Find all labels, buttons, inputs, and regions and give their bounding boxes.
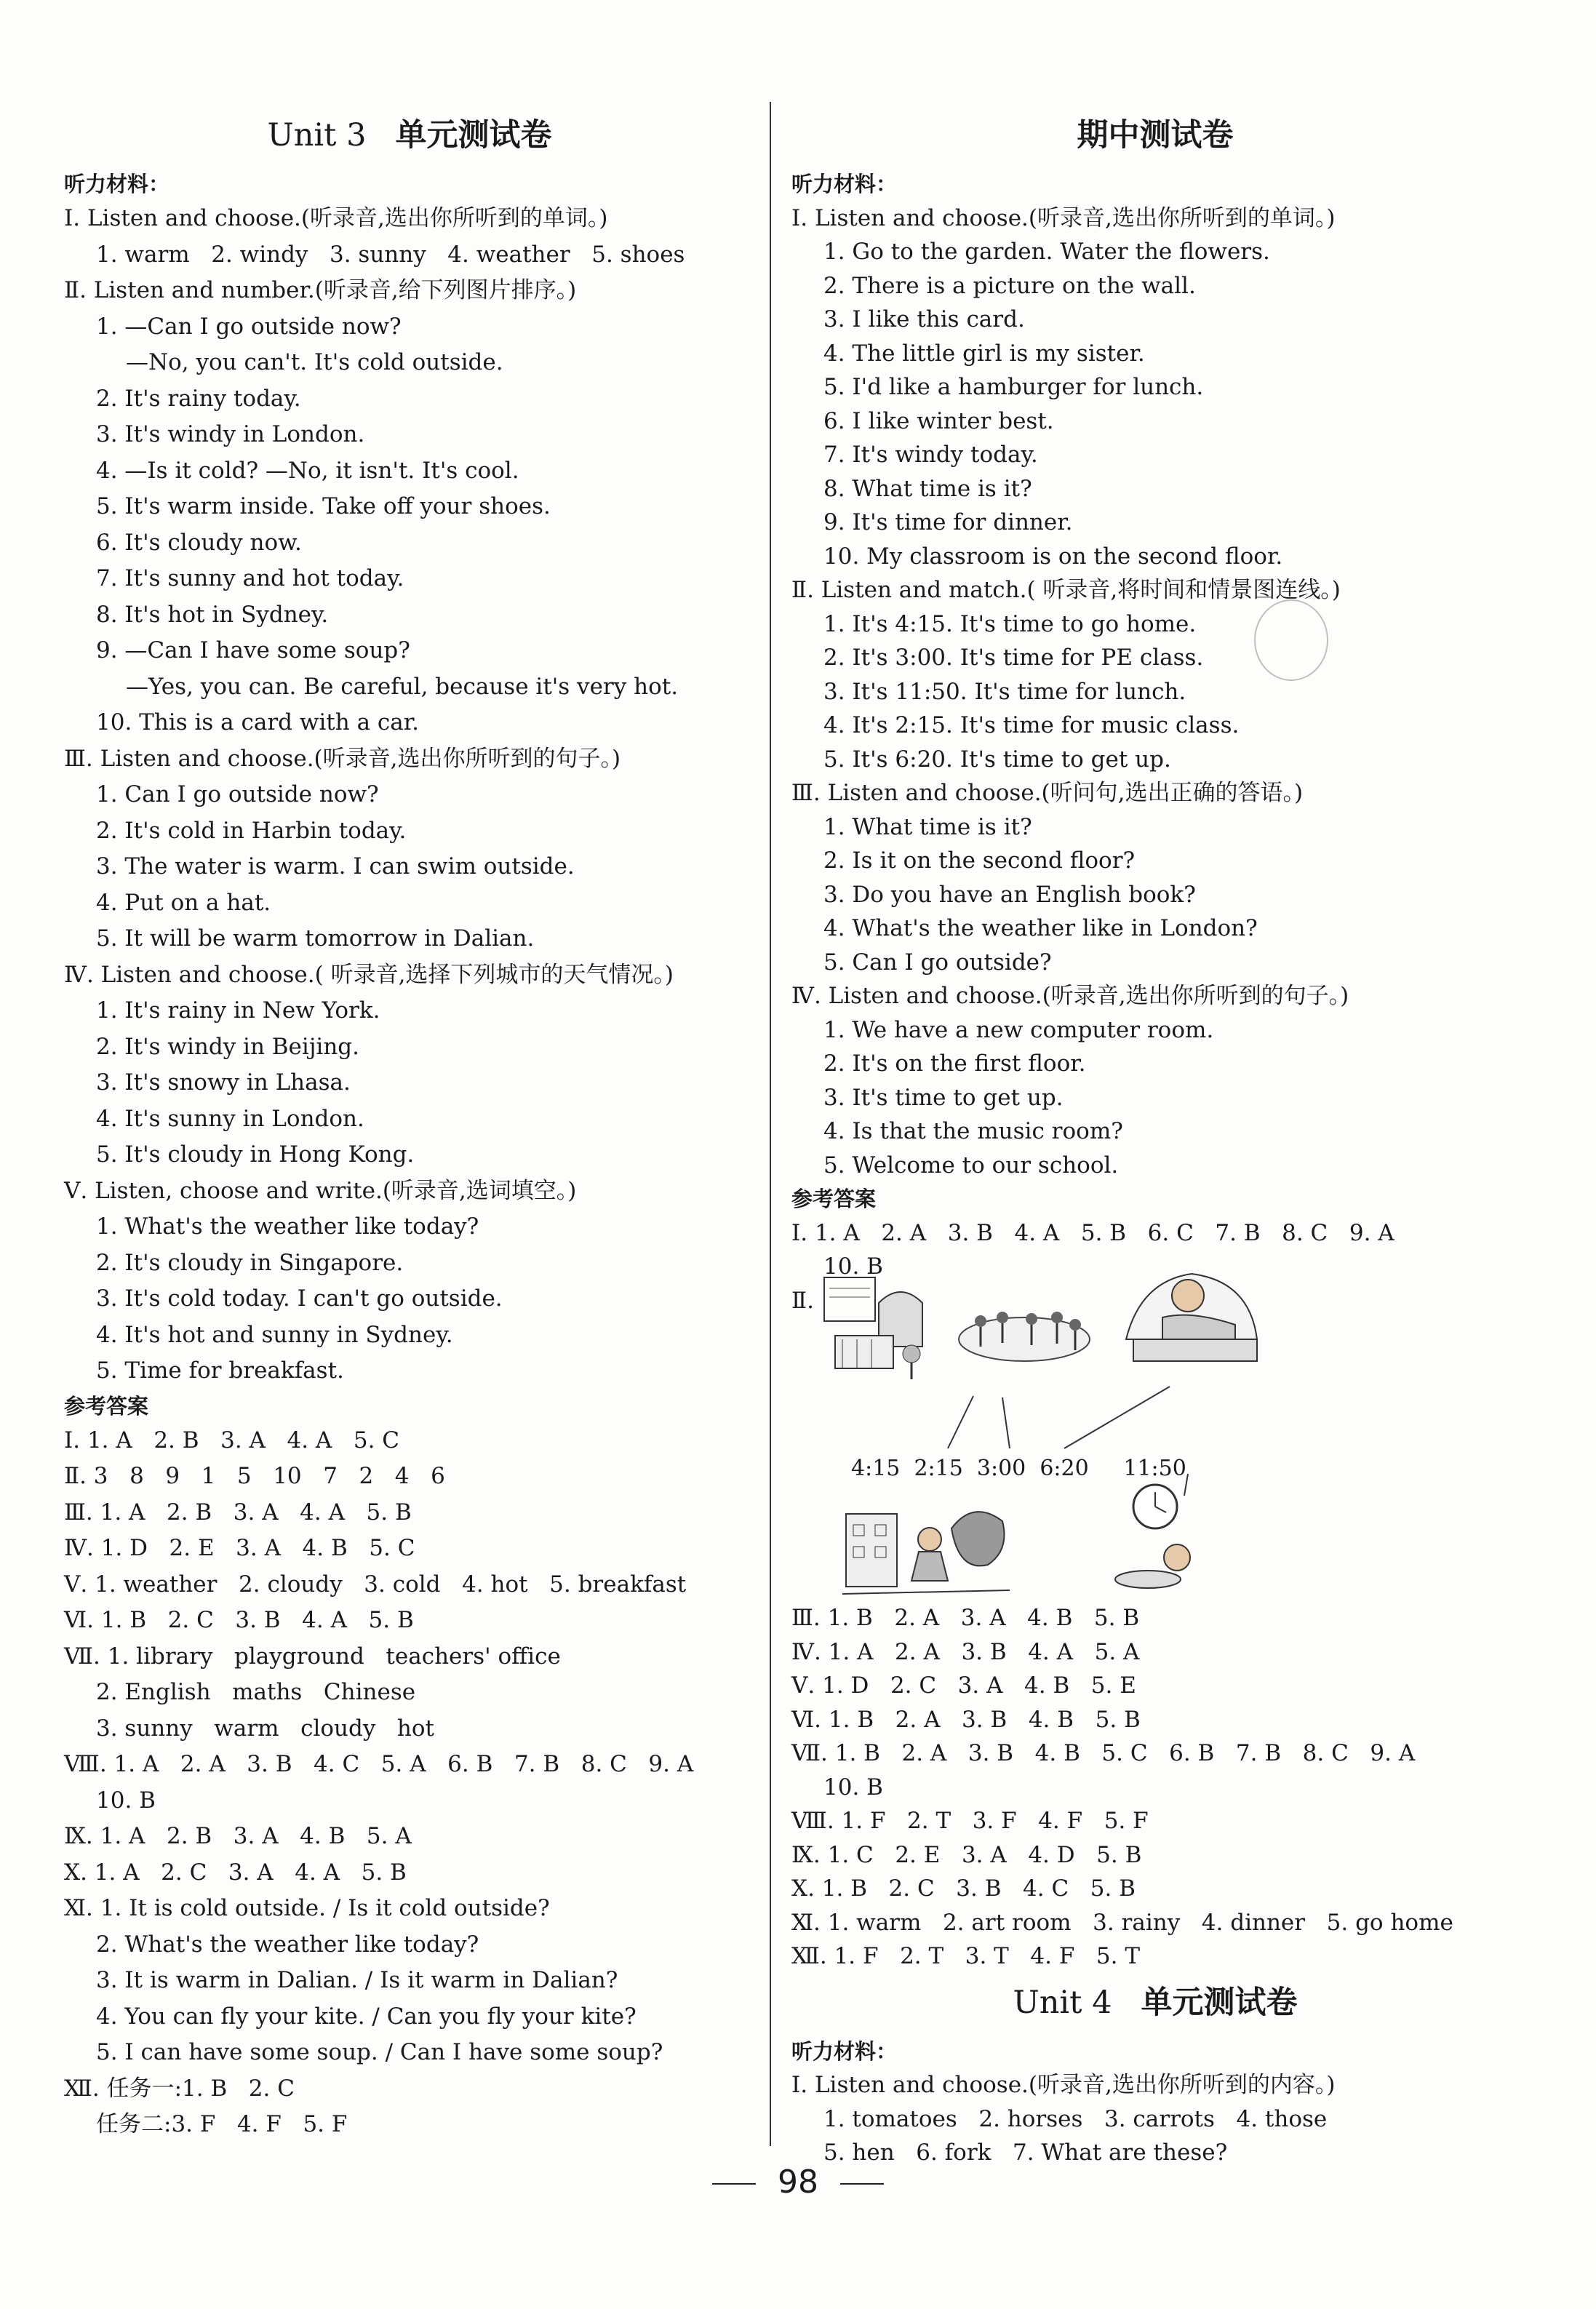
text-line: 3. It's time to get up. <box>823 1084 1064 1111</box>
unit4-title-en: Unit 4 <box>1013 1984 1112 2021</box>
text-line: 4. —Is it cold? —No, it isn't. It's cool. <box>96 457 519 484</box>
midterm-title-cn: 期中测试卷 <box>1077 117 1234 153</box>
text-line: 3. I like this card. <box>823 306 1025 332</box>
unit4-title-cn: 单元测试卷 <box>1141 1984 1298 2021</box>
text-line: Ⅳ. Listen and choose.(听录音,选出你所听到的句子。) <box>791 983 1349 1009</box>
text-line: 2. It's windy in Beijing. <box>96 1033 360 1060</box>
text-line: 5. hen 6. fork 7. What are these? <box>823 2139 1228 2166</box>
text-line: 1. It's rainy in New York. <box>96 997 380 1024</box>
text-line: 1. warm 2. windy 3. sunny 4. weather 5. shoes <box>96 241 685 268</box>
text-line: 5. I can have some soup. / Can I have some soup? <box>96 2039 663 2065</box>
text-line: Ⅲ. 1. A 2. B 3. A 4. A 5. B <box>64 1499 412 1526</box>
text-line: 3. It's 11:50. It's time for lunch. <box>823 678 1186 705</box>
text-line: 2. It's cold in Harbin today. <box>96 817 407 844</box>
stamp-seal <box>1251 597 1331 684</box>
text-line: 3. Do you have an English book? <box>823 881 1196 908</box>
text-line: 2. English maths Chinese <box>96 1679 416 1705</box>
footer-dash-left <box>712 2183 756 2185</box>
text-line: 6. It's cloudy now. <box>96 529 302 556</box>
text-line: 4. You can fly your kite. / Can you fly your kite? <box>96 2003 637 2030</box>
text-line: 4. Is that the music room? <box>823 1118 1123 1144</box>
text-line: 2. It's on the first floor. <box>823 1050 1086 1077</box>
text-line: Ⅰ. Listen and choose.(听录音,选出你所听到的内容。) <box>791 2072 1336 2098</box>
answers-label: 参考答案 <box>791 1187 877 1211</box>
text-line: 6. I like winter best. <box>823 407 1054 434</box>
page-number-footer <box>0 2164 1596 2201</box>
text-line: 1. We have a new computer room. <box>823 1016 1214 1043</box>
answers-label: 参考答案 <box>64 1393 149 1419</box>
text-line: —Yes, you can. Be careful, because it's very hot. <box>126 673 679 700</box>
text-line: 2. It's rainy today. <box>96 385 301 412</box>
text-line: Ⅲ. Listen and choose.(听录音,选出你所听到的句子。) <box>64 745 621 772</box>
left-column <box>64 109 755 2143</box>
text-line: Ⅹ. 1. B 2. C 3. B 4. C 5. B <box>791 1875 1136 1902</box>
text-line: Ⅻ. 任务一:1. B 2. C <box>64 2075 295 2102</box>
lunch-scene <box>1104 1477 1213 1594</box>
matching-illustration <box>791 1317 1519 1601</box>
text-line: 9. —Can I have some soup? <box>96 637 410 663</box>
text-line: 3. It's windy in London. <box>96 421 365 447</box>
listening-label: 听力材料： <box>64 172 170 196</box>
listening-label: 听力材料： <box>791 172 898 196</box>
text-line: 1. —Can I go outside now? <box>96 313 402 340</box>
text-line: 4. Put on a hat. <box>96 889 271 916</box>
text-line: 3. It's snowy in Lhasa. <box>96 1069 351 1096</box>
text-line: Ⅰ. Listen and choose.(听录音,选出你所听到的单词。) <box>791 204 1336 231</box>
text-line: Ⅱ. <box>791 1287 814 1314</box>
text-line: 3. The water is warm. I can swim outside. <box>96 853 575 880</box>
text-line: Ⅶ. 1. B 2. A 3. B 4. B 5. C 6. B 7. B 8. C 9. A <box>791 1740 1416 1766</box>
text-line: 4. It's hot and sunny in Sydney. <box>96 1321 453 1348</box>
text-line: 10. B <box>823 1774 883 1800</box>
text-line: Ⅻ. 1. F 2. T 3. T 4. F 5. T <box>791 1943 1141 1969</box>
text-line: Ⅵ. 1. B 2. C 3. B 4. A 5. B <box>64 1607 414 1633</box>
text-line: 1. Can I go outside now? <box>96 781 379 807</box>
text-line: 4. It's sunny in London. <box>96 1105 364 1132</box>
text-line: 10. B <box>96 1787 156 1814</box>
text-line: Ⅴ. 1. D 2. C 3. A 4. B 5. E <box>791 1672 1136 1699</box>
text-line: Ⅰ. Listen and choose.(听录音,选出你所听到的单词。) <box>64 205 608 231</box>
text-line: 1. Go to the garden. Water the flowers. <box>823 239 1270 265</box>
text-line: Ⅸ. 1. C 2. E 3. A 4. D 5. B <box>791 1841 1142 1868</box>
text-line: Ⅷ. 1. F 2. T 3. F 4. F 5. F <box>791 1808 1149 1834</box>
text-line: Ⅵ. 1. B 2. A 3. B 4. B 5. B <box>791 1706 1141 1733</box>
text-line: 3. sunny warm cloudy hot <box>96 1715 435 1742</box>
text-line: Ⅲ. Listen and choose.(听问句,选出正确的答语。) <box>791 780 1304 806</box>
text-line: 5. It will be warm tomorrow in Dalian. <box>96 925 535 952</box>
right-column <box>791 109 1519 2170</box>
text-line: Ⅱ. Listen and match.( 听录音,将时间和情景图连线。) <box>791 577 1341 603</box>
text-line: 10. This is a card with a car. <box>96 709 420 735</box>
text-line: 5. I'd like a hamburger for lunch. <box>823 374 1204 400</box>
text-line: Ⅴ. 1. weather 2. cloudy 3. cold 4. hot 5. breakfast <box>64 1571 687 1598</box>
text-line: 5. Welcome to our school. <box>823 1152 1119 1179</box>
text-line: 4. What's the weather like in London? <box>823 915 1258 941</box>
footer-dash-right <box>840 2183 884 2185</box>
text-line: 2. What's the weather like today? <box>96 1931 479 1958</box>
text-line: 8. It's hot in Sydney. <box>96 601 329 628</box>
text-line: 7. It's windy today. <box>823 442 1038 468</box>
unit3-answers-list <box>64 1423 755 2143</box>
text-line: Ⅺ. 1. It is cold outside. / Is it cold outside? <box>64 1895 550 1921</box>
text-line: 5. It's cloudy in Hong Kong. <box>96 1141 415 1168</box>
text-line: 5. Time for breakfast. <box>96 1357 344 1384</box>
unit3-listening-list <box>64 201 755 1389</box>
unit4-listening-label: 听力材料： <box>791 2038 898 2064</box>
text-line: Ⅳ. 1. D 2. E 3. A 4. B 5. C <box>64 1535 415 1561</box>
text-line: 1. What's the weather like today? <box>96 1213 479 1240</box>
midterm-title <box>791 113 1519 157</box>
text-line: 9. It's time for dinner. <box>823 509 1073 535</box>
time-labels: 4:15 2:15 3:00 6:20 11:50 <box>851 1456 1186 1481</box>
text-line: 10. B <box>823 1253 883 1280</box>
text-line: Ⅱ. Listen and number.(听录音,给下列图片排序。) <box>64 277 577 303</box>
text-line: 2. It's 3:00. It's time for PE class. <box>823 645 1204 671</box>
text-line: 任务二:3. F 4. F 5. F <box>96 2111 348 2137</box>
text-line: 1. tomatoes 2. horses 3. carrots 4. those <box>823 2105 1328 2132</box>
text-line: 4. It's 2:15. It's time for music class. <box>823 712 1240 738</box>
column-divider <box>770 102 771 2146</box>
text-line: 5. Can I go outside? <box>823 949 1052 976</box>
text-line: 3. It is warm in Dalian. / Is it warm in Dalian? <box>96 1967 618 1993</box>
text-line: 3. It's cold today. I can't go outside. <box>96 1285 503 1312</box>
text-line: 1. It's 4:15. It's time to go home. <box>823 610 1197 637</box>
text-line: Ⅹ. 1. A 2. C 3. A 4. A 5. B <box>64 1859 407 1886</box>
text-line: 1. What time is it? <box>823 813 1032 840</box>
unit3-title <box>64 113 755 157</box>
text-line: 2. Is it on the second floor? <box>823 848 1136 874</box>
text-line: 5. It's 6:20. It's time to get up. <box>823 746 1171 773</box>
text-line: Ⅷ. 1. A 2. A 3. B 4. C 5. A 6. B 7. B 8. C 9. A <box>64 1751 694 1777</box>
text-line: Ⅸ. 1. A 2. B 3. A 4. B 5. A <box>64 1823 412 1849</box>
unit3-title-cn: 单元测试卷 <box>395 117 552 153</box>
page-number: 98 <box>778 2164 818 2201</box>
text-line: 4. The little girl is my sister. <box>823 340 1145 367</box>
text-line: 7. It's sunny and hot today. <box>96 565 404 591</box>
text-line: Ⅳ. 1. A 2. A 3. B 4. A 5. A <box>791 1638 1140 1665</box>
text-line: Ⅱ. 3 8 9 1 5 10 7 2 4 6 <box>64 1463 445 1489</box>
text-line: Ⅶ. 1. library playground teachers' office <box>64 1643 561 1670</box>
text-line: Ⅰ. 1. A 2. A 3. B 4. A 5. B 6. C 7. B 8. C 9. A <box>791 1219 1394 1246</box>
text-line: Ⅲ. 1. B 2. A 3. A 4. B 5. B <box>791 1605 1140 1631</box>
midterm-listening-list <box>791 202 1519 1183</box>
text-line: Ⅺ. 1. warm 2. art room 3. rainy 4. dinner 5. go home <box>791 1909 1453 1936</box>
text-line: —No, you can't. It's cold outside. <box>126 349 503 375</box>
midterm-answers-bottom <box>791 1601 1519 1974</box>
text-line: Ⅳ. Listen and choose.( 听录音,选择下列城市的天气情况。) <box>64 961 674 988</box>
unit4-listening-list <box>791 2068 1519 2170</box>
text-line: 2. There is a picture on the wall. <box>823 272 1196 299</box>
text-line: 10. My classroom is on the second floor. <box>823 543 1283 570</box>
text-line: 8. What time is it? <box>823 475 1032 502</box>
go-home-scene <box>842 1499 1010 1601</box>
unit4-title <box>791 1981 1519 2025</box>
text-line: 5. It's warm inside. Take off your shoes. <box>96 493 551 519</box>
text-line: 2. It's cloudy in Singapore. <box>96 1249 404 1276</box>
unit3-title-en: Unit 3 <box>267 117 367 153</box>
text-line: Ⅴ. Listen, choose and write.(听录音,选词填空。) <box>64 1177 577 1204</box>
text-line: Ⅰ. 1. A 2. B 3. A 4. A 5. C <box>64 1427 400 1453</box>
